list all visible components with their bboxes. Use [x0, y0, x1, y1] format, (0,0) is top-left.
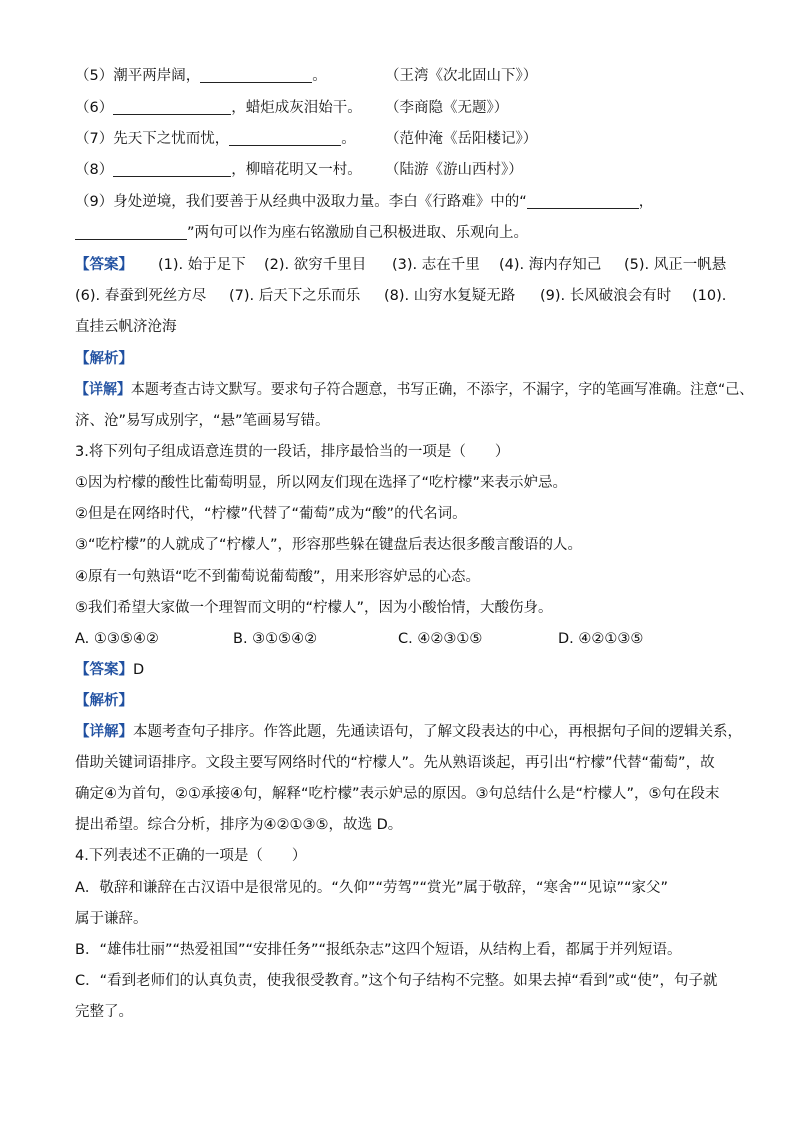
sentence-5: ⑤我们希望大家做一个理智而文明的“柠檬人”，因为小酸怡情，大酸伤身。 [75, 600, 553, 616]
poem-line-9b [75, 223, 528, 243]
poem-text: ， [638, 194, 654, 210]
sentence-2: ②但是在网络时代，“柠檬”代替了“葡萄”成为“酸”的代名词。 [75, 506, 467, 522]
answer-item: (8). 山穷水复疑无路 [384, 288, 516, 304]
detail-text: 本题考查句子排序。作答此题，先通读语句，了解文段表达的中心，再根据句子间的逻辑关系， [133, 724, 742, 740]
analysis-tag: 【解析】 [75, 693, 133, 709]
answer-item: (4). 海内存知己 [499, 257, 602, 273]
detail-line: 确定④为首句，②①承接④句，解释“吃柠檬”表示妒忌的原因。③句总结什么是“柠檬人”，⑤句在段末 [75, 786, 720, 802]
detail-line: 提出希望。综合分析，排序为④②①③⑤，故选 D。 [75, 817, 403, 833]
analysis-tag: 【解析】 [75, 351, 133, 367]
poem-source-5: （王湾《次北固山下》） [385, 68, 538, 84]
poem-text: 先天下之忧而忧， [113, 131, 230, 147]
detail-line [75, 722, 742, 742]
question-3-title: 3.将下列句子组成语意连贯的一段话，排序最恰当的一项是（ ） [75, 444, 510, 460]
detail-line [75, 380, 753, 400]
poem-line-9a [75, 192, 653, 212]
option-b[interactable]: B. ③①⑤④② [233, 631, 318, 647]
answer-item: (1). 始于足下 [158, 257, 246, 273]
answer-tag: 【答案】 [75, 257, 133, 273]
item-number: （6） [75, 100, 114, 116]
sentence-4: ④原有一句熟语“吃不到葡萄说葡萄酸”，用来形容妒忌的心态。 [75, 569, 481, 585]
poem-text: ，柳暗花明又一村。 [231, 162, 362, 178]
fill-blank[interactable] [527, 193, 639, 209]
poem-source-7: （范仲淹《岳阳楼记》） [385, 131, 538, 147]
detail-tag: 【详解】 [75, 724, 133, 740]
sentence-3: ③“吃柠檬”的人就成了“柠檬人”，形容那些躲在键盘后表达很多酸言酸语的人。 [75, 537, 583, 553]
answer-line [75, 660, 144, 680]
item-number: （8） [75, 162, 114, 178]
poem-text: 。 [312, 68, 327, 84]
answer-item: (3). 志在千里 [392, 257, 480, 273]
poem-text: 。 [341, 131, 356, 147]
poem-text: ，蜡炬成灰泪始干。 [231, 100, 362, 116]
poem-source-6: （李商隐《无题》） [385, 100, 509, 116]
statement-a-cont: 属于谦辞。 [75, 911, 148, 927]
answer-value: D [133, 662, 145, 678]
item-number: （5） [75, 68, 114, 84]
fill-blank[interactable] [200, 67, 312, 83]
answer-item: (10). [692, 288, 727, 304]
answer-tag: 【答案】 [75, 662, 133, 678]
answer-item: (2). 欲穷千里目 [264, 257, 367, 273]
statement-c-cont: 完整了。 [75, 1004, 133, 1020]
fill-blank[interactable] [229, 130, 341, 146]
sentence-1: ①因为柠檬的酸性比葡萄明显，所以网友们现在选择了“吃柠檬”来表示妒忌。 [75, 475, 568, 491]
fill-blank[interactable] [113, 99, 231, 115]
option-c[interactable]: C. ④②③①⑤ [398, 631, 483, 647]
detail-line: 济、沧”易写成别字，“悬”笔画易写错。 [75, 413, 330, 429]
poem-source-8: （陆游《游山西村》） [385, 162, 523, 178]
poem-text: （9）身处逆境，我们要善于从经典中汲取力量。李白《行路难》中的“ [75, 194, 527, 210]
answer-item: (5). 风正一帆悬 [624, 257, 727, 273]
answer-item: (6). 春蚕到死丝方尽 [75, 288, 207, 304]
detail-text: 本题考查古诗文默写。要求句子符合题意，书写正确，不添字，不漏字，字的笔画写准确。注意“己、 [130, 382, 754, 398]
option-d[interactable]: D. ④②①③⑤ [558, 631, 644, 647]
statement-c: C．“看到老师们的认真负责，使我很受教育。”这个句子结构不完整。如果去掉“看到”或“使”，句子就 [75, 973, 718, 989]
poem-line-8 [75, 160, 362, 180]
detail-tag: 【详解】 [75, 382, 131, 398]
poem-text: ”两句可以作为座右铭激励自己积极进取、乐观向上。 [187, 225, 529, 241]
poem-line-7 [75, 129, 356, 149]
answer-item: (7). 后天下之乐而乐 [229, 288, 361, 304]
fill-blank[interactable] [113, 161, 231, 177]
option-a[interactable]: A. ①③⑤④② [75, 631, 159, 647]
answer-item: 直挂云帆济沧海 [75, 319, 177, 335]
statement-a: A．敬辞和谦辞在古汉语中是很常见的。“久仰”“劳驾”“赏光”属于敬辞，“寒舍”“见谅”“家父” [75, 880, 669, 896]
poem-line-5 [75, 66, 327, 86]
detail-line: 借助关键词语排序。文段主要写网络时代的“柠檬人”。先从熟语谈起，再引出“柠檬”代替“葡萄”，故 [75, 755, 715, 771]
answer-item: (9). 长风破浪会有时 [540, 288, 672, 304]
poem-text: 潮平两岸阔， [113, 68, 201, 84]
poem-line-6 [75, 98, 362, 118]
statement-b: B．“雄伟壮丽”“热爱祖国”“安排任务”“报纸杂志”这四个短语，从结构上看，都属于并列短语。 [75, 942, 682, 958]
question-4-title: 4.下列表述不正确的一项是（ ） [75, 848, 307, 864]
item-number: （7） [75, 131, 114, 147]
fill-blank[interactable] [75, 224, 187, 240]
